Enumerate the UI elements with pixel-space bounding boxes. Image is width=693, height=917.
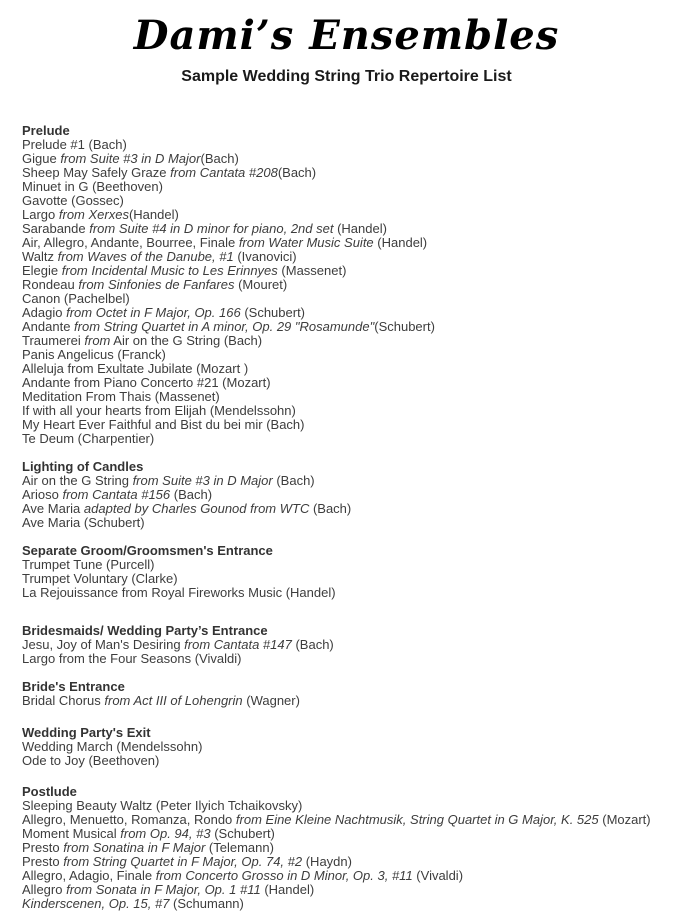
repertoire-item xyxy=(22,740,673,754)
item-text: Allegro, Adagio, Finale xyxy=(22,868,156,883)
repertoire-item xyxy=(22,638,673,652)
item-text: Wedding March (Mendelssohn) xyxy=(22,739,203,754)
item-text: (Bach) xyxy=(170,487,213,502)
repertoire-item xyxy=(22,502,673,516)
repertoire-item xyxy=(22,474,673,488)
item-text-italic: from Cantata #156 xyxy=(62,487,171,502)
item-text: Air, Allegro, Andante, Bourree, Finale xyxy=(22,235,239,250)
repertoire-item xyxy=(22,855,673,869)
repertoire-item xyxy=(22,869,673,883)
item-text-italic: from Eine Kleine Nachtmusik, String Quartet in G Major, K. 525 xyxy=(235,812,599,827)
repertoire-item xyxy=(22,488,673,502)
item-text: (Haydn) xyxy=(302,854,352,869)
repertoire-section xyxy=(22,460,673,530)
item-text: Allegro, Menuetto, Romanza, Rondo xyxy=(22,812,236,827)
repertoire-item xyxy=(22,222,673,236)
item-text-italic: from Incidental Music to Les Erinnyes xyxy=(61,263,278,278)
repertoire-item xyxy=(22,166,673,180)
repertoire-item xyxy=(22,404,673,418)
repertoire-section xyxy=(22,680,673,708)
item-text: Elegie xyxy=(22,263,62,278)
repertoire-item xyxy=(22,754,673,768)
item-text: (Bach) xyxy=(272,473,315,488)
item-text: (Ivanovici) xyxy=(233,249,297,264)
item-text: Jesu, Joy of Man's Desiring xyxy=(22,637,185,652)
section-heading: Bride's Entrance xyxy=(22,679,125,694)
item-text-italic: from Cantata #208 xyxy=(170,165,278,180)
item-text: Gigue xyxy=(22,151,61,166)
item-text-italic: from Octet in F Major, Op. 166 xyxy=(66,305,241,320)
item-text: Adagio xyxy=(22,305,67,320)
item-text: (Schubert) xyxy=(210,826,275,841)
item-text-italic: from Suite #4 in D minor for piano, 2nd set xyxy=(89,221,334,236)
repertoire-item xyxy=(22,250,673,264)
item-text: Sheep May Safely Graze xyxy=(22,165,171,180)
item-text-italic: from Suite #3 in D Major xyxy=(60,151,201,166)
repertoire-item xyxy=(22,694,673,708)
repertoire-item xyxy=(22,138,673,152)
item-text: Largo from the Four Seasons (Vivaldi) xyxy=(22,651,242,666)
item-text: Air on the G String xyxy=(22,473,133,488)
item-text: Sleeping Beauty Waltz (Peter Ilyich Tchaikovsky) xyxy=(22,798,303,813)
item-text-italic: from Act III of Lohengrin xyxy=(104,693,243,708)
repertoire-item xyxy=(22,334,673,348)
section-heading: Separate Groom/Groomsmen's Entrance xyxy=(22,543,273,558)
repertoire-item xyxy=(22,208,673,222)
item-text: Allegro xyxy=(22,882,67,897)
item-text-italic: Kinderscenen, Op. 15, #7 xyxy=(22,896,170,911)
section-heading: Bridesmaids/ Wedding Party’s Entrance xyxy=(22,623,268,638)
item-text: Prelude #1 (Bach) xyxy=(22,137,127,152)
item-text: (Wagner) xyxy=(242,693,300,708)
repertoire-item xyxy=(22,320,673,334)
item-text-italic: from Waves of the Danube, #1 xyxy=(57,249,234,264)
item-text-italic: from xyxy=(84,333,111,348)
item-text: (Massenet) xyxy=(277,263,347,278)
repertoire-item xyxy=(22,572,673,586)
repertoire-item xyxy=(22,376,673,390)
repertoire-item xyxy=(22,558,673,572)
item-text: Trumpet Tune (Purcell) xyxy=(22,557,155,572)
repertoire-item xyxy=(22,292,673,306)
item-text: Canon (Pachelbel) xyxy=(22,291,130,306)
item-text: Ode to Joy (Beethoven) xyxy=(22,753,160,768)
item-text-italic: from Sinfonies de Fanfares xyxy=(78,277,235,292)
section-heading: Postlude xyxy=(22,784,77,799)
item-text: Minuet in G (Beethoven) xyxy=(22,179,163,194)
item-text: My Heart Ever Faithful and Bist du bei mir (Bach) xyxy=(22,417,305,432)
item-text: Ave Maria xyxy=(22,501,84,516)
item-text: (Bach) xyxy=(291,637,334,652)
section-heading: Wedding Party's Exit xyxy=(22,725,151,740)
item-text-italic: from String Quartet in A minor, Op. 29 "Rosamunde" xyxy=(74,319,375,334)
item-text-italic: from Op. 94, #3 xyxy=(120,826,211,841)
item-text: Panis Angelicus (Franck) xyxy=(22,347,166,362)
item-text-italic: from Concerto Grosso in D Minor, Op. 3, #11 xyxy=(155,868,413,883)
item-text: Bridal Chorus xyxy=(22,693,105,708)
repertoire-item xyxy=(22,586,673,600)
repertoire-item xyxy=(22,841,673,855)
item-text-italic: from Suite #3 in D Major xyxy=(132,473,273,488)
repertoire-item xyxy=(22,152,673,166)
item-text: Traumerei xyxy=(22,333,85,348)
page-subtitle: Sample Wedding String Trio Repertoire List xyxy=(181,68,512,85)
section-heading: Lighting of Candles xyxy=(22,459,144,474)
repertoire-section xyxy=(22,544,673,600)
repertoire-section xyxy=(22,785,673,911)
repertoire-item xyxy=(22,348,673,362)
item-text-italic: from Water Music Suite xyxy=(238,235,374,250)
repertoire-item xyxy=(22,194,673,208)
item-text: (Handel) xyxy=(128,207,179,222)
item-text: If with all your hearts from Elijah (Mendelssohn) xyxy=(22,403,296,418)
item-text: Te Deum (Charpentier) xyxy=(22,431,155,446)
item-text-italic: from String Quartet in F Major, Op. 74, #2 xyxy=(63,854,303,869)
repertoire-item xyxy=(22,278,673,292)
repertoire-section xyxy=(22,624,673,666)
repertoire-item xyxy=(22,264,673,278)
item-text: Trumpet Voluntary (Clarke) xyxy=(22,571,178,586)
item-text-italic: from Cantata #147 xyxy=(184,637,292,652)
repertoire-section xyxy=(22,124,673,446)
item-text: Rondeau xyxy=(22,277,79,292)
item-text: (Mozart) xyxy=(598,812,651,827)
item-text-italic: from Xerxes xyxy=(58,207,129,222)
item-text: (Bach) xyxy=(309,501,352,516)
repertoire-item xyxy=(22,306,673,320)
item-text: (Handel) xyxy=(373,235,428,250)
repertoire-sections xyxy=(0,124,693,911)
repertoire-item xyxy=(22,897,673,911)
repertoire-item xyxy=(22,362,673,376)
section-heading: Prelude xyxy=(22,123,70,138)
item-text: (Schumann) xyxy=(169,896,244,911)
repertoire-item xyxy=(22,883,673,897)
item-text: Moment Musical xyxy=(22,826,121,841)
item-text: (Vivaldi) xyxy=(412,868,464,883)
repertoire-item xyxy=(22,236,673,250)
repertoire-item xyxy=(22,516,673,530)
repertoire-item xyxy=(22,418,673,432)
item-text: (Handel) xyxy=(333,221,387,236)
repertoire-item xyxy=(22,390,673,404)
item-text: Sarabande xyxy=(22,221,90,236)
repertoire-item xyxy=(22,652,673,666)
item-text: Presto xyxy=(22,854,64,869)
item-text: Arioso xyxy=(22,487,63,502)
repertoire-item xyxy=(22,813,673,827)
repertoire-item xyxy=(22,827,673,841)
item-text: Andante from Piano Concerto #21 (Mozart) xyxy=(22,375,271,390)
item-text: Largo xyxy=(22,207,59,222)
item-text: (Bach) xyxy=(200,151,239,166)
item-text: La Rejouissance from Royal Fireworks Music (Handel) xyxy=(22,585,336,600)
page-title: Dami’s Ensembles xyxy=(133,12,560,59)
item-text: Alleluja from Exultate Jubilate (Mozart ) xyxy=(22,361,249,376)
item-text: (Telemann) xyxy=(205,840,274,855)
item-text: Ave Maria (Schubert) xyxy=(22,515,145,530)
item-text: (Schubert) xyxy=(240,305,306,320)
repertoire-item xyxy=(22,799,673,813)
repertoire-section xyxy=(22,726,673,768)
item-text: Gavotte (Gossec) xyxy=(22,193,124,208)
item-text: Waltz xyxy=(22,249,58,264)
item-text: Meditation From Thais (Massenet) xyxy=(22,389,220,404)
item-text-italic: from Sonata in F Major, Op. 1 #11 xyxy=(66,882,261,897)
item-text: Air on the G String (Bach) xyxy=(110,333,263,348)
item-text-italic: adapted by Charles Gounod from WTC xyxy=(83,501,310,516)
repertoire-item xyxy=(22,432,673,446)
item-text: Presto xyxy=(22,840,64,855)
repertoire-item xyxy=(22,180,673,194)
item-text: (Handel) xyxy=(260,882,315,897)
item-text: (Schubert) xyxy=(374,319,435,334)
item-text: Andante xyxy=(22,319,75,334)
item-text: (Bach) xyxy=(277,165,317,180)
item-text: (Mouret) xyxy=(234,277,288,292)
item-text-italic: from Sonatina in F Major xyxy=(63,840,206,855)
